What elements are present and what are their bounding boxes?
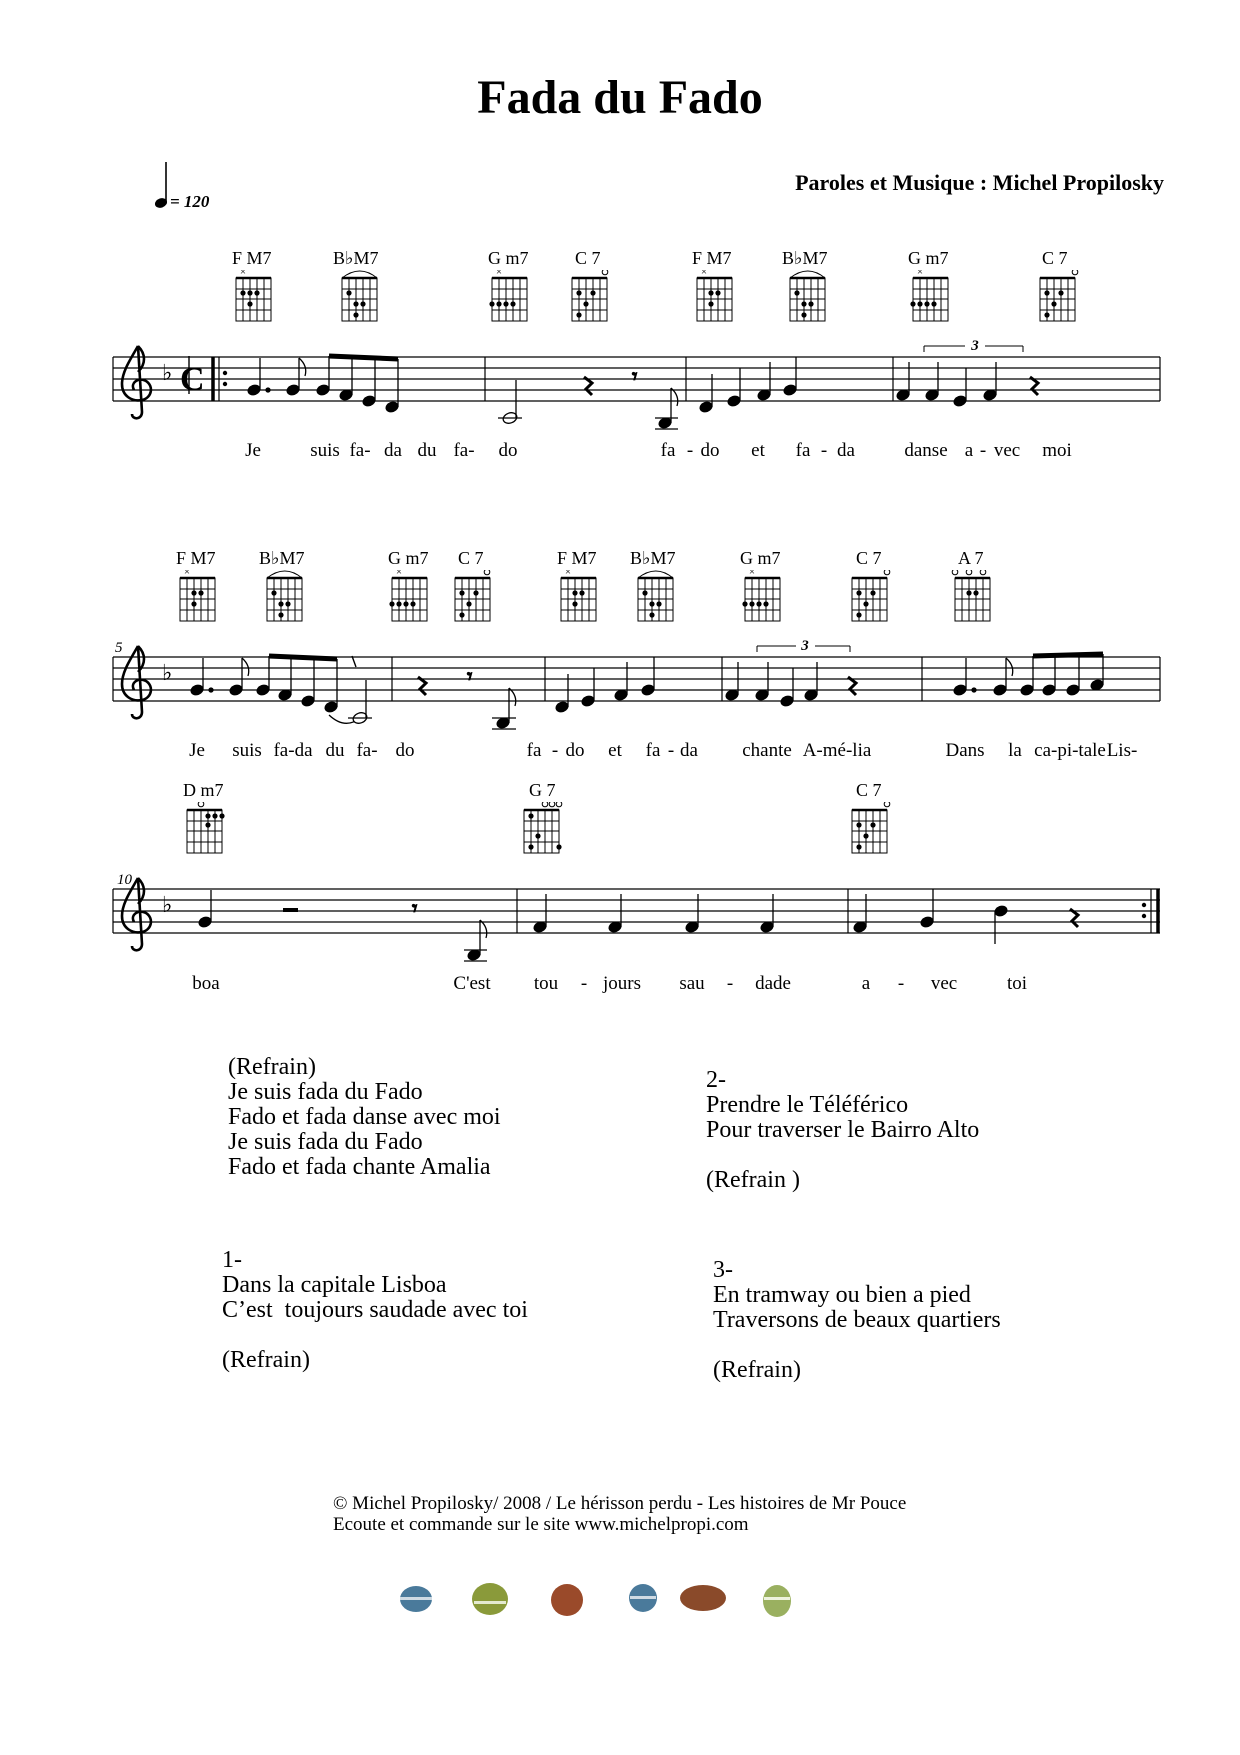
svg-text:𝄾: 𝄾 (467, 666, 473, 688)
lyric-syllable: sau (679, 973, 705, 994)
triplet-mark: 3 (801, 638, 809, 654)
chord-name: A 7 (958, 548, 984, 568)
staff-system-2 (0, 570, 1240, 760)
chord-diagram (697, 278, 732, 321)
staff-system-3 (0, 802, 1240, 992)
verse-line: Je suis fada du Fado (228, 1129, 423, 1155)
verse-line: Dans la capitale Lisboa (222, 1272, 447, 1298)
verse-line: Fado et fada chante Amalia (228, 1154, 491, 1180)
chord-name: B♭M7 (630, 548, 676, 568)
svg-text:×: × (916, 270, 924, 278)
lyric-syllable: do (700, 440, 720, 461)
lyric-syllable: do (498, 440, 518, 461)
lyric-syllable: Dans (945, 740, 985, 761)
verse-line: 1- (222, 1247, 242, 1273)
lyric-syllable: boa (192, 973, 220, 994)
chord-name: B♭M7 (333, 248, 379, 268)
quarter-note-icon (152, 160, 172, 212)
verse-3-block (713, 1258, 1001, 1383)
chord-name: C 7 (856, 548, 882, 568)
chord-diagram (180, 578, 215, 621)
chord-name: G m7 (908, 248, 949, 268)
chord-name: F M7 (232, 248, 272, 268)
svg-text:×: × (564, 570, 572, 578)
copyright-line: © Michel Propilosky/ 2008 / Le hérisson perdu - Les histoires de Mr Pouce (333, 1493, 907, 1514)
lyric-syllable: - (979, 440, 987, 461)
verse-line (222, 1323, 528, 1348)
decorative-dots (390, 1575, 810, 1625)
lyric-syllable: - (726, 973, 734, 994)
lyric-syllable: fa (660, 440, 676, 461)
chord-diagram (342, 278, 377, 321)
lyric-syllable: et (608, 740, 622, 761)
lyric-syllable: danse (904, 440, 948, 461)
lyric-syllable: et (751, 440, 765, 461)
lyric-syllable: toi (1006, 973, 1028, 994)
chord-name: F M7 (692, 248, 732, 268)
chord-diagram (745, 578, 780, 621)
verse-line: Fado et fada danse avec moi (228, 1104, 501, 1130)
website-line: Ecoute et commande sur le site www.michelpropi.com (333, 1514, 749, 1535)
svg-text:C: C (180, 361, 205, 398)
lyric-syllable: vec (993, 440, 1021, 461)
svg-text:×: × (395, 570, 403, 578)
pebble-icon (472, 1583, 508, 1615)
chord-name: B♭M7 (259, 548, 305, 568)
chord-diagram (955, 578, 990, 621)
lyric-syllable: da (384, 440, 402, 461)
chord-diagram (790, 278, 825, 321)
svg-text:×: × (495, 270, 503, 278)
lyric-syllable: - (580, 973, 588, 994)
lyric-syllable: Je (189, 740, 205, 761)
tempo-marking (152, 160, 242, 220)
chord-name: F M7 (176, 548, 216, 568)
lyric-syllable: Je (245, 440, 261, 461)
triplet-mark: 3 (971, 338, 979, 354)
chord-diagram (267, 578, 302, 621)
lyric-syllable: chante (742, 740, 792, 761)
chord-name: B♭M7 (782, 248, 828, 268)
lyric-syllable: fa (795, 440, 811, 461)
verse-line: (Refrain) (222, 1347, 310, 1373)
lyric-syllable: ca-pi-tale (1034, 740, 1106, 761)
pebble-icon (680, 1585, 726, 1611)
svg-text:𝄾: 𝄾 (632, 366, 638, 388)
lyric-syllable: du (417, 440, 437, 461)
verse-line: Je suis fada du Fado (228, 1079, 423, 1105)
verse-line: (Refrain) (713, 1357, 801, 1383)
lyric-syllable: moi (1042, 440, 1072, 461)
lyric-syllable: la (1008, 740, 1022, 761)
lyric-syllable: a (861, 973, 871, 994)
lyric-syllable: du (325, 740, 345, 761)
svg-text:×: × (748, 570, 756, 578)
lyric-syllable: fa-da (273, 740, 313, 761)
lyric-syllable: fa- (356, 740, 378, 761)
tempo-value: = 120 (170, 192, 210, 211)
verse-line: (Refrain) (228, 1054, 316, 1080)
lyric-syllable: fa (645, 740, 661, 761)
lyric-syllable: C'est (453, 973, 491, 994)
lyric-syllable: Lis- (1106, 740, 1138, 761)
verse-line: 3- (713, 1257, 733, 1283)
lyric-syllable: dade (755, 973, 791, 994)
chord-name: D m7 (183, 780, 224, 800)
chord-diagram (236, 278, 271, 321)
chord-name: F M7 (557, 548, 597, 568)
verse-line (706, 1143, 979, 1168)
lyric-syllable: suis (310, 440, 340, 461)
svg-text:♭: ♭ (162, 360, 173, 385)
composer-credit: Paroles et Musique : Michel Propilosky (795, 170, 1164, 195)
lyric-syllable: - (820, 440, 828, 461)
lyric-syllable: - (686, 440, 694, 461)
chord-diagram (561, 578, 596, 621)
lyric-syllable: a (964, 440, 974, 461)
chord-name: G m7 (488, 248, 529, 268)
svg-text:♭: ♭ (162, 660, 173, 685)
svg-text:♭: ♭ (162, 892, 173, 917)
lyric-syllable: suis (232, 740, 262, 761)
lyric-syllable: da (837, 440, 855, 461)
lyric-syllable: - (551, 740, 559, 761)
lyric-syllable: A-mé-lia (802, 740, 872, 761)
chord-name: C 7 (575, 248, 601, 268)
chord-name: C 7 (1042, 248, 1068, 268)
verse-line: En tramway ou bien a pied (713, 1282, 971, 1308)
lyric-syllable: do (565, 740, 585, 761)
lyric-syllable: - (897, 973, 905, 994)
lyric-syllable: tou (533, 973, 559, 994)
svg-text:×: × (700, 270, 708, 278)
verse-line: 2- (706, 1067, 726, 1093)
page-title: Fada du Fado (477, 71, 763, 124)
chord-diagram (492, 278, 527, 321)
lyric-syllable: jours (603, 973, 641, 994)
chord-name: G m7 (388, 548, 429, 568)
lyric-syllable: da (680, 740, 698, 761)
svg-text:𝄾: 𝄾 (412, 898, 418, 920)
verse-line: (Refrain ) (706, 1167, 800, 1193)
verse-line (713, 1333, 1001, 1358)
chord-name: G m7 (740, 548, 781, 568)
chord-name: C 7 (856, 780, 882, 800)
verse-line: C’est toujours saudade avec toi (222, 1297, 528, 1323)
pebble-icon (551, 1584, 583, 1616)
refrain-block (228, 1055, 501, 1180)
lyric-syllable: fa (526, 740, 542, 761)
verse-line: Pour traverser le Bairro Alto (706, 1117, 980, 1143)
chord-diagram (392, 578, 427, 621)
chord-diagram (913, 278, 948, 321)
measure-number: 5 (115, 640, 123, 656)
footer (333, 1493, 906, 1535)
lyric-syllable: vec (930, 973, 958, 994)
lyric-syllable: fa- (453, 440, 475, 461)
chord-name: G 7 (529, 780, 556, 800)
verse-2-block (706, 1068, 979, 1193)
measure-number: 10 (117, 872, 132, 888)
staff-system-1 (0, 270, 1240, 460)
verse-line: Prendre le Téléférico (706, 1092, 909, 1118)
verse-1-block (222, 1248, 528, 1373)
svg-text:×: × (239, 270, 247, 278)
lyric-syllable: fa- (349, 440, 371, 461)
lyric-syllable: do (395, 740, 415, 761)
chord-name: C 7 (458, 548, 484, 568)
svg-text:×: × (183, 570, 191, 578)
lyric-syllable: - (667, 740, 675, 761)
chord-diagram (638, 578, 673, 621)
verse-line: Traversons de beaux quartiers (713, 1307, 1001, 1333)
pebble-icon (763, 1585, 791, 1617)
